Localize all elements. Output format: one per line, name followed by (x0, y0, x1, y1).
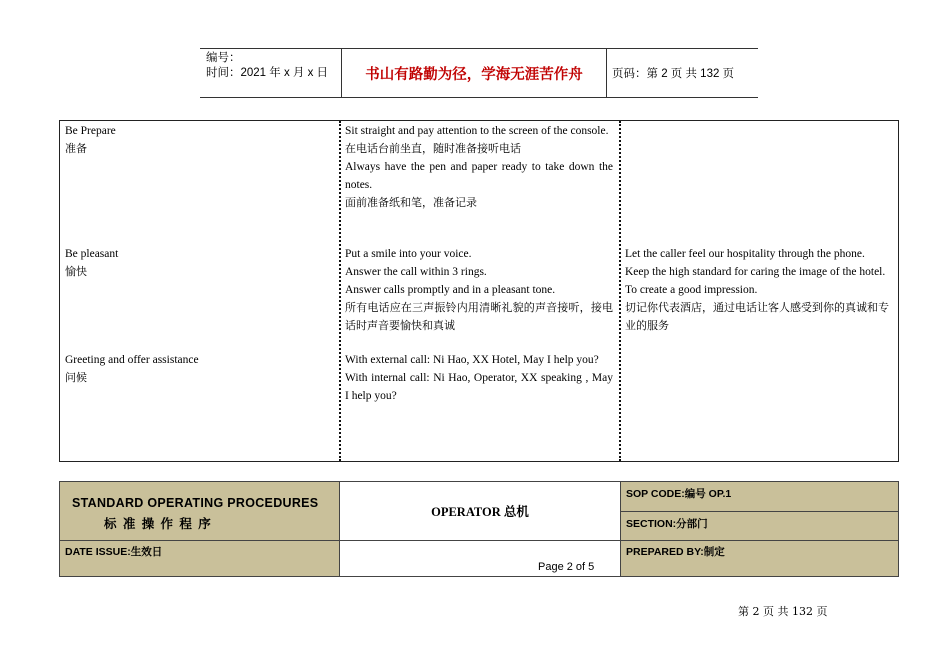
department-cell (340, 482, 620, 541)
step-procedure-prepare: Sit straight and pay attention to the screen of the console. 在电话台前坐直，随时准备接听电话 Always have the pen and paper ready to take down the notes. 面前准备纸和笔，准备记录 (345, 125, 613, 209)
header-motto: 书山有路勤为径，学海无涯苦作舟 (341, 49, 607, 97)
date-issue-cell (60, 541, 340, 576)
header-meta (206, 51, 340, 81)
sop-title-cell (60, 482, 340, 541)
sop-code: SOP CODE:编号 OP.1 (626, 488, 732, 500)
step-label-pleasant: Be pleasant 愉快 (65, 248, 119, 278)
time-label: 时间：2021 年 x 月 x 日 (206, 67, 329, 79)
section-cell (620, 512, 898, 541)
date-issue: DATE ISSUE:生效日 (65, 546, 163, 558)
page-number: Page 2 of 5 (538, 561, 595, 573)
column-divider (619, 121, 621, 461)
sop-title-cn: 标 准 操 作 程 序 (104, 516, 212, 531)
page-number-cell (340, 541, 620, 576)
step-procedure-pleasant: Put a smile into your voice. Answer the call within 3 rings. Answer calls promptly and in a pleasant tone. 所有电话应在三声振铃内用清晰礼貌的声音接听，接电话时声音要愉快和真诚 (345, 248, 613, 332)
column-divider (339, 121, 341, 461)
step-note-pleasant: Let the caller feel our hospitality through the phone. Keep the high standard for caring the image of the hotel. To create a good impression. 切记你代表酒店，通过电话让客人感受到你的真诚和专业的服务 (625, 248, 889, 332)
prepared-by-cell (620, 541, 898, 576)
section-label: SECTION:分部门 (626, 518, 708, 530)
step-label-greeting: Greeting and offer assistance 问候 (65, 354, 199, 384)
prepared-by: PREPARED BY:制定 (626, 546, 725, 558)
document-header (200, 48, 758, 98)
number-label: 编号： (206, 52, 241, 64)
header-page-code: 页码：第 2 页 共 132 页 (612, 68, 735, 80)
department-title: OPERATOR 总机 (431, 505, 529, 519)
sop-footer-box (59, 481, 899, 577)
sop-title-en: STANDARD OPERATING PROCEDURES (72, 496, 319, 510)
sop-code-cell (620, 482, 898, 512)
procedure-table (59, 120, 899, 462)
step-procedure-greeting: With external call: Ni Hao, XX Hotel, May I help you? With internal call: Ni Hao, Operator, XX speaking , May I help you? (345, 354, 613, 402)
page-footer: 第 2 页 共 132 页 (738, 605, 828, 618)
step-label-prepare: Be Prepare 准备 (65, 125, 116, 155)
